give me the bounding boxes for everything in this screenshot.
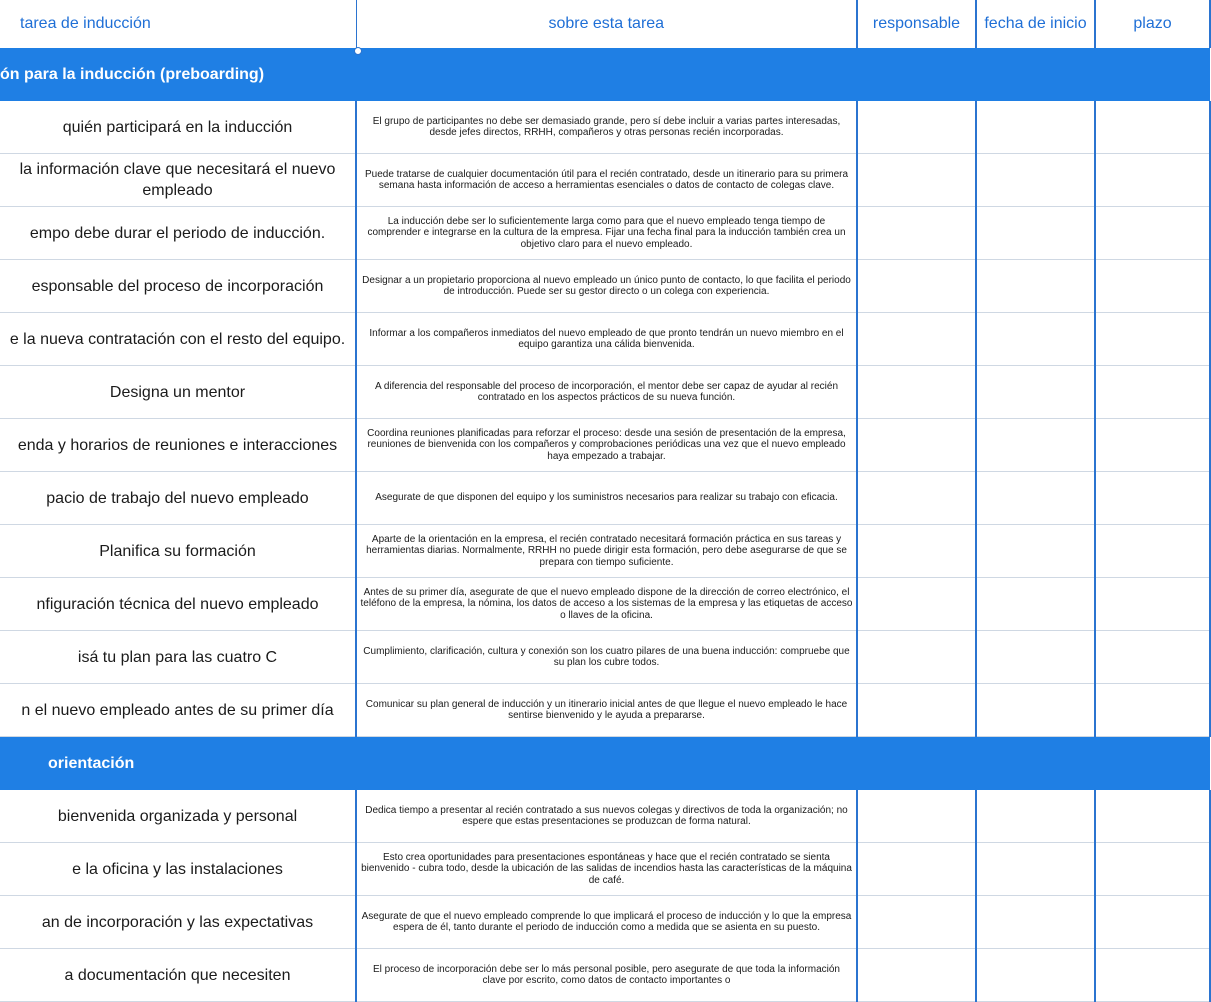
task-cell[interactable] xyxy=(0,525,356,578)
col-header-due[interactable]: plazo xyxy=(1095,0,1210,48)
start-date-cell[interactable] xyxy=(976,631,1095,684)
section-header xyxy=(0,48,1210,101)
due-cell[interactable] xyxy=(1095,366,1210,419)
task-label: empo debe durar el periodo de inducción. xyxy=(29,224,326,242)
start-date-cell[interactable] xyxy=(976,790,1095,843)
task-description[interactable]: La inducción debe ser lo suficientemente larga como para que el nuevo empleado tenga tiempo de comprender e integrarse en la cultura de la empresa. Fijar una fecha final para la inducción también crea un objetivo claro para el nuevo empleado. xyxy=(356,207,857,260)
due-cell[interactable] xyxy=(1095,949,1210,1002)
owner-cell[interactable] xyxy=(857,313,976,366)
task-cell[interactable] xyxy=(0,419,356,472)
task-cell[interactable] xyxy=(0,896,356,949)
task-label: n el nuevo empleado antes de su primer día xyxy=(21,701,334,719)
start-date-cell[interactable] xyxy=(976,313,1095,366)
start-date-cell[interactable] xyxy=(976,525,1095,578)
task-label: enda y horarios de reuniones e interacciones xyxy=(17,436,338,454)
table-row xyxy=(0,525,1210,578)
task-description[interactable]: Coordina reuniones planificadas para reforzar el proceso: desde una sesión de presentación de la empresa, reuniones de bienvenida con los compañeros y comprobaciones periódicas una vez que el nuevo empleado haya empezado a trabajar. xyxy=(356,419,857,472)
section-header xyxy=(0,737,1210,791)
task-description[interactable]: Comunicar su plan general de inducción y un itinerario inicial antes de que llegue el nuevo empleado le hace sentirse bienvenido y le ayuda a prepararse. xyxy=(356,684,857,737)
task-cell[interactable] xyxy=(0,472,356,525)
task-label: isá tu plan para las cuatro C xyxy=(77,648,278,666)
start-date-cell[interactable] xyxy=(976,949,1095,1002)
task-cell[interactable] xyxy=(0,207,356,260)
task-cell[interactable] xyxy=(0,313,356,366)
table-row xyxy=(0,313,1210,366)
task-cell[interactable] xyxy=(0,684,356,737)
task-description[interactable]: Designar a un propietario proporciona al nuevo empleado un único punto de contacto, lo que facilita el periodo de introducción. Puede ser su gestor directo o un colega con experiencia. xyxy=(356,260,857,313)
owner-cell[interactable] xyxy=(857,260,976,313)
task-cell[interactable] xyxy=(0,154,356,207)
owner-cell[interactable] xyxy=(857,472,976,525)
due-cell[interactable] xyxy=(1095,154,1210,207)
start-date-cell[interactable] xyxy=(976,684,1095,737)
task-label: bienvenida organizada y personal xyxy=(57,807,298,825)
due-cell[interactable] xyxy=(1095,578,1210,631)
due-cell[interactable] xyxy=(1095,525,1210,578)
due-cell[interactable] xyxy=(1095,684,1210,737)
table-row xyxy=(0,790,1210,843)
start-date-cell[interactable] xyxy=(976,260,1095,313)
section-title: orientación xyxy=(0,737,1210,791)
table-row xyxy=(0,684,1210,737)
start-date-cell[interactable] xyxy=(976,207,1095,260)
task-cell[interactable] xyxy=(0,843,356,896)
start-date-cell[interactable] xyxy=(976,419,1095,472)
owner-cell[interactable] xyxy=(857,631,976,684)
due-cell[interactable] xyxy=(1095,207,1210,260)
table-row xyxy=(0,260,1210,313)
task-cell[interactable] xyxy=(0,631,356,684)
due-cell[interactable] xyxy=(1095,843,1210,896)
table-row xyxy=(0,631,1210,684)
task-label: an de incorporación y las expectativas xyxy=(41,913,314,931)
table-row xyxy=(0,101,1210,154)
start-date-cell[interactable] xyxy=(976,154,1095,207)
table-row xyxy=(0,949,1210,1002)
task-label: quién participará en la inducción xyxy=(62,118,293,136)
column-resize-handle[interactable] xyxy=(354,47,362,55)
start-date-cell[interactable] xyxy=(976,843,1095,896)
col-header-owner[interactable]: responsable xyxy=(857,0,976,48)
owner-cell[interactable] xyxy=(857,101,976,154)
start-date-cell[interactable] xyxy=(976,366,1095,419)
due-cell[interactable] xyxy=(1095,419,1210,472)
table-row xyxy=(0,207,1210,260)
task-cell[interactable] xyxy=(0,949,356,1002)
owner-cell[interactable] xyxy=(857,154,976,207)
start-date-cell[interactable] xyxy=(976,896,1095,949)
due-cell[interactable] xyxy=(1095,896,1210,949)
task-label: e la nueva contratación con el resto del equipo. xyxy=(9,330,346,348)
owner-cell[interactable] xyxy=(857,843,976,896)
task-description[interactable]: Esto crea oportunidades para presentaciones espontáneas y hace que el recién contratado se sienta bienvenido - cubra todo, desde la ubicación de las salidas de incendios hasta las características de la máquina de café. xyxy=(356,843,857,896)
table-row xyxy=(0,896,1210,949)
task-label: Designa un mentor xyxy=(109,383,246,401)
task-description[interactable]: Dedica tiempo a presentar al recién contratado a sus nuevos colegas y directivos de toda la organización; no espere que estas presentaciones se produzcan de forma natural. xyxy=(356,790,857,843)
task-description[interactable]: El grupo de participantes no debe ser demasiado grande, pero sí debe incluir a varias partes interesadas, desde jefes directos, RRHH, compañeros y otras personas recién incorporadas. xyxy=(356,101,857,154)
start-date-cell[interactable] xyxy=(976,101,1095,154)
task-label: e la oficina y las instalaciones xyxy=(72,860,283,878)
start-date-cell[interactable] xyxy=(976,578,1095,631)
task-label: esponsable del proceso de incorporación xyxy=(31,277,324,295)
task-cell[interactable] xyxy=(0,790,356,843)
table-row xyxy=(0,419,1210,472)
table-row xyxy=(0,154,1210,207)
task-description[interactable]: Aparte de la orientación en la empresa, el recién contratado necesitará formación práctica en sus tareas y herramientas diarias. Normalmente, RRHH no puede dirigir esta formación, pero debe asegurarse de que se prepara con tiempo suficiente. xyxy=(356,525,857,578)
task-description[interactable]: Asegurate de que el nuevo empleado comprende lo que implicará el proceso de inducción y lo que la empresa espera de él, tanto durante el periodo de inducción como a medida que se asienta en su puesto. xyxy=(356,896,857,949)
owner-cell[interactable] xyxy=(857,790,976,843)
due-cell[interactable] xyxy=(1095,790,1210,843)
due-cell[interactable] xyxy=(1095,631,1210,684)
col-header-about[interactable]: sobre esta tarea xyxy=(356,0,857,48)
task-description[interactable]: Antes de su primer día, asegurate de que el nuevo empleado dispone de la dirección de correo electrónico, el teléfono de la empresa, la nómina, los datos de acceso a los sistemas de la empresa y las etiquetas de acceso o llaves de la oficina. xyxy=(356,578,857,631)
owner-cell[interactable] xyxy=(857,949,976,1002)
task-cell[interactable] xyxy=(0,101,356,154)
task-cell[interactable] xyxy=(0,260,356,313)
owner-cell[interactable] xyxy=(857,684,976,737)
task-description[interactable]: El proceso de incorporación debe ser lo más personal posible, pero asegurate de que toda la información clave por escrito, como datos de contacto importantes o xyxy=(356,949,857,1002)
owner-cell[interactable] xyxy=(857,525,976,578)
task-label: nfiguración técnica del nuevo empleado xyxy=(36,595,319,613)
table-row xyxy=(0,578,1210,631)
owner-cell[interactable] xyxy=(857,207,976,260)
task-label: la información clave que necesitará el nuevo empleado xyxy=(19,161,336,199)
task-label: pacio de trabajo del nuevo empleado xyxy=(46,489,309,507)
due-cell[interactable] xyxy=(1095,260,1210,313)
due-cell[interactable] xyxy=(1095,472,1210,525)
due-cell[interactable] xyxy=(1095,313,1210,366)
owner-cell[interactable] xyxy=(857,896,976,949)
table-row xyxy=(0,843,1210,896)
table-row xyxy=(0,472,1210,525)
owner-cell[interactable] xyxy=(857,366,976,419)
task-description[interactable]: Asegurate de que disponen del equipo y los suministros necesarios para realizar su trabajo con eficacia. xyxy=(356,472,857,525)
col-header-task[interactable]: tarea de inducción xyxy=(0,0,356,48)
col-header-start[interactable]: fecha de inicio xyxy=(976,0,1095,48)
header-row xyxy=(0,0,1210,48)
task-cell[interactable] xyxy=(0,578,356,631)
task-cell[interactable] xyxy=(0,366,356,419)
task-description[interactable]: Informar a los compañeros inmediatos del nuevo empleado de que pronto tendrán un nuevo miembro en el equipo garantiza una cálida bienvenida. xyxy=(356,313,857,366)
task-description[interactable]: Cumplimiento, clarificación, cultura y conexión son los cuatro pilares de una buena inducción: compruebe que su plan los cubre todos. xyxy=(356,631,857,684)
task-label: a documentación que necesiten xyxy=(64,966,291,984)
owner-cell[interactable] xyxy=(857,419,976,472)
task-description[interactable]: A diferencia del responsable del proceso de incorporación, el mentor debe ser capaz de ayudar al recién contratado en los aspectos prácticos de su nueva función. xyxy=(356,366,857,419)
start-date-cell[interactable] xyxy=(976,472,1095,525)
task-label: Planifica su formación xyxy=(99,542,256,560)
task-description[interactable]: Puede tratarse de cualquier documentación útil para el recién contratado, desde un itinerario para su primera semana hasta información de acceso a herramientas esenciales o datos de contacto de colegas clave. xyxy=(356,154,857,207)
due-cell[interactable] xyxy=(1095,101,1210,154)
table-row xyxy=(0,366,1210,419)
section-title: ón para la inducción (preboarding) xyxy=(0,48,1210,101)
owner-cell[interactable] xyxy=(857,578,976,631)
